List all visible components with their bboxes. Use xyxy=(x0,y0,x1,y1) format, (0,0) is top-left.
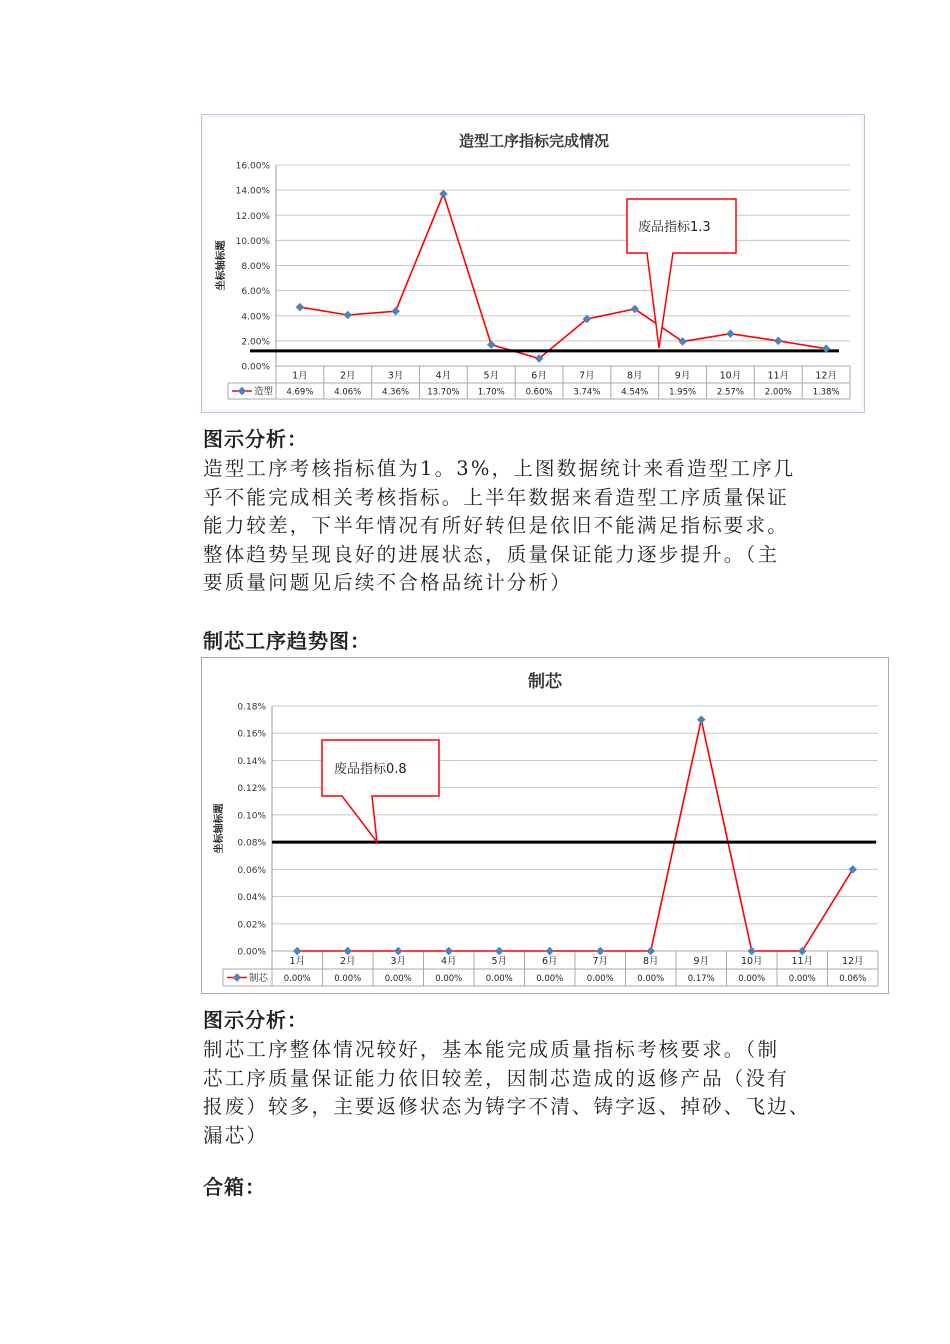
section3-line: 制芯工序整体情况较好，基本能完成质量指标考核要求。（制 xyxy=(203,1038,780,1061)
x-tick-label: 1月 xyxy=(289,956,306,967)
data-point xyxy=(391,307,399,315)
callout-box xyxy=(322,740,439,842)
chart-title: 造型工序指标完成情况 xyxy=(458,132,610,150)
data-label: 0.00% xyxy=(384,974,412,984)
y-tick-label: 14.00% xyxy=(235,186,270,197)
data-label: 2.57% xyxy=(716,387,744,398)
data-point xyxy=(596,947,604,955)
section3-heading: 图示分析： xyxy=(203,1008,308,1032)
data-point xyxy=(774,337,782,345)
x-tick-label: 9月 xyxy=(693,956,710,967)
data-label: 4.54% xyxy=(621,387,649,398)
x-tick-label: 6月 xyxy=(531,370,547,382)
y-tick-label: 0.00% xyxy=(241,362,270,373)
data-label: 0.00% xyxy=(788,974,816,984)
data-label: 0.00% xyxy=(435,974,463,984)
data-label: 3.74% xyxy=(573,387,601,398)
y-tick-label: 0.14% xyxy=(237,756,266,767)
y-tick-label: 2.00% xyxy=(241,337,270,348)
x-tick-label: 10月 xyxy=(740,956,763,967)
y-tick-label: 0.04% xyxy=(237,893,266,904)
data-point xyxy=(296,303,304,311)
data-label: 4.69% xyxy=(286,387,314,398)
x-tick-label: 2月 xyxy=(339,370,356,382)
y-tick-label: 0.02% xyxy=(237,920,266,931)
chart-zhixin[interactable] xyxy=(201,657,889,994)
section4-heading: 合箱： xyxy=(203,1175,266,1199)
x-tick-label: 4月 xyxy=(435,370,452,382)
data-point xyxy=(726,329,734,337)
data-label: 1.95% xyxy=(669,387,697,398)
legend-label: 制芯 xyxy=(249,973,269,984)
x-tick-label: 8月 xyxy=(626,370,643,382)
data-point xyxy=(293,947,301,955)
data-label: 0.00% xyxy=(283,974,311,984)
data-label: 1.70% xyxy=(477,387,505,398)
x-tick-label: 3月 xyxy=(390,956,407,967)
legend-label: 造型 xyxy=(254,386,274,398)
data-label: 13.70% xyxy=(427,387,460,398)
chart-title: 制芯 xyxy=(528,672,562,692)
x-tick-label: 12月 xyxy=(815,370,837,382)
data-point xyxy=(495,947,503,955)
y-tick-label: 0.10% xyxy=(237,811,266,822)
data-point xyxy=(445,947,453,955)
data-label: 0.17% xyxy=(687,974,715,984)
data-label: 1.38% xyxy=(812,387,840,398)
x-tick-label: 5月 xyxy=(491,956,508,967)
data-point xyxy=(849,865,857,873)
data-point xyxy=(344,311,352,319)
data-label: 0.00% xyxy=(485,974,513,984)
y-tick-label: 0.12% xyxy=(237,784,266,795)
chart-zhixin-svg xyxy=(202,658,888,993)
data-label: 2.00% xyxy=(764,387,792,398)
x-tick-label: 11月 xyxy=(767,370,790,382)
series-line xyxy=(300,194,826,359)
data-label: 0.00% xyxy=(586,974,614,984)
data-label: 0.00% xyxy=(334,974,362,984)
data-label: 4.36% xyxy=(382,387,410,398)
y-tick-label: 10.00% xyxy=(235,236,270,247)
y-tick-label: 0.08% xyxy=(237,838,266,849)
section1-line: 整体趋势呈现良好的进展状态，质量保证能力逐步提升。（主 xyxy=(203,542,780,566)
x-tick-label: 7月 xyxy=(579,370,595,382)
y-tick-label: 16.00% xyxy=(235,161,270,172)
section3-line: 漏芯） xyxy=(203,1123,269,1147)
section1-heading: 图示分析： xyxy=(203,427,308,451)
y-axis-title: 坐标轴标题 xyxy=(214,803,225,854)
data-label: 0.06% xyxy=(839,974,867,984)
section2-heading: 制芯工序趋势图： xyxy=(203,629,371,653)
x-tick-label: 2月 xyxy=(339,956,356,967)
section3-paragraph xyxy=(203,1036,843,1150)
legend-marker xyxy=(233,973,241,981)
data-point xyxy=(647,947,655,955)
section1-paragraph xyxy=(203,455,843,598)
data-point xyxy=(798,947,806,955)
data-label: 0.60% xyxy=(525,387,553,398)
data-point xyxy=(697,715,705,723)
data-label: 4.06% xyxy=(334,387,362,398)
section1-line: 要质量问题见后续不合格品统计分析） xyxy=(203,571,572,594)
y-tick-label: 0.00% xyxy=(237,947,266,958)
data-label: 0.00% xyxy=(637,974,665,984)
x-tick-label: 6月 xyxy=(541,956,558,967)
x-tick-label: 8月 xyxy=(642,956,659,967)
x-tick-label: 1月 xyxy=(292,370,308,382)
data-point xyxy=(344,947,352,955)
chart-zaoxing[interactable] xyxy=(201,114,865,413)
y-tick-label: 4.00% xyxy=(241,312,270,323)
x-tick-label: 4月 xyxy=(440,956,457,967)
data-point xyxy=(748,947,756,955)
data-label: 0.00% xyxy=(536,974,564,984)
x-tick-label: 12月 xyxy=(841,956,864,967)
chart-zaoxing-svg xyxy=(202,115,864,412)
y-tick-label: 0.06% xyxy=(237,865,266,876)
y-tick-label: 12.00% xyxy=(235,211,270,222)
x-tick-label: 9月 xyxy=(674,370,691,382)
callout-text: 废品指标1.3 xyxy=(638,220,711,235)
section1-line: 乎不能完成相关考核指标。上半年数据来看造型工序质量保证 xyxy=(203,485,789,509)
y-tick-label: 8.00% xyxy=(241,262,270,272)
x-tick-label: 5月 xyxy=(483,370,500,382)
section1-line: 能力较差，下半年情况有所好转但是依旧不能满足指标要求。 xyxy=(203,514,789,537)
data-point xyxy=(487,340,495,348)
x-tick-label: 11月 xyxy=(791,956,814,967)
x-tick-label: 7月 xyxy=(592,956,609,967)
data-point xyxy=(439,190,447,198)
x-tick-label: 3月 xyxy=(387,370,404,382)
section1-line: 造型工序考核指标值为1。3%，上图数据统计来看造型工序几 xyxy=(203,457,796,480)
y-tick-label: 0.18% xyxy=(237,702,266,713)
section3-line: 报废）较多，主要返修状态为铸字不清、铸字返、掉砂、飞边、 xyxy=(203,1095,811,1118)
callout-text: 废品指标0.8 xyxy=(334,762,407,777)
y-tick-label: 0.16% xyxy=(237,729,266,740)
x-tick-label: 10月 xyxy=(719,370,742,382)
y-tick-label: 6.00% xyxy=(241,287,270,298)
data-label: 0.00% xyxy=(738,974,766,984)
section3-line: 芯工序质量保证能力依旧较差，因制芯造成的返修产品（没有 xyxy=(203,1066,789,1090)
legend-marker xyxy=(238,387,246,395)
data-point xyxy=(546,947,554,955)
data-point xyxy=(394,947,402,955)
y-axis-title: 坐标轴标题 xyxy=(216,240,227,291)
